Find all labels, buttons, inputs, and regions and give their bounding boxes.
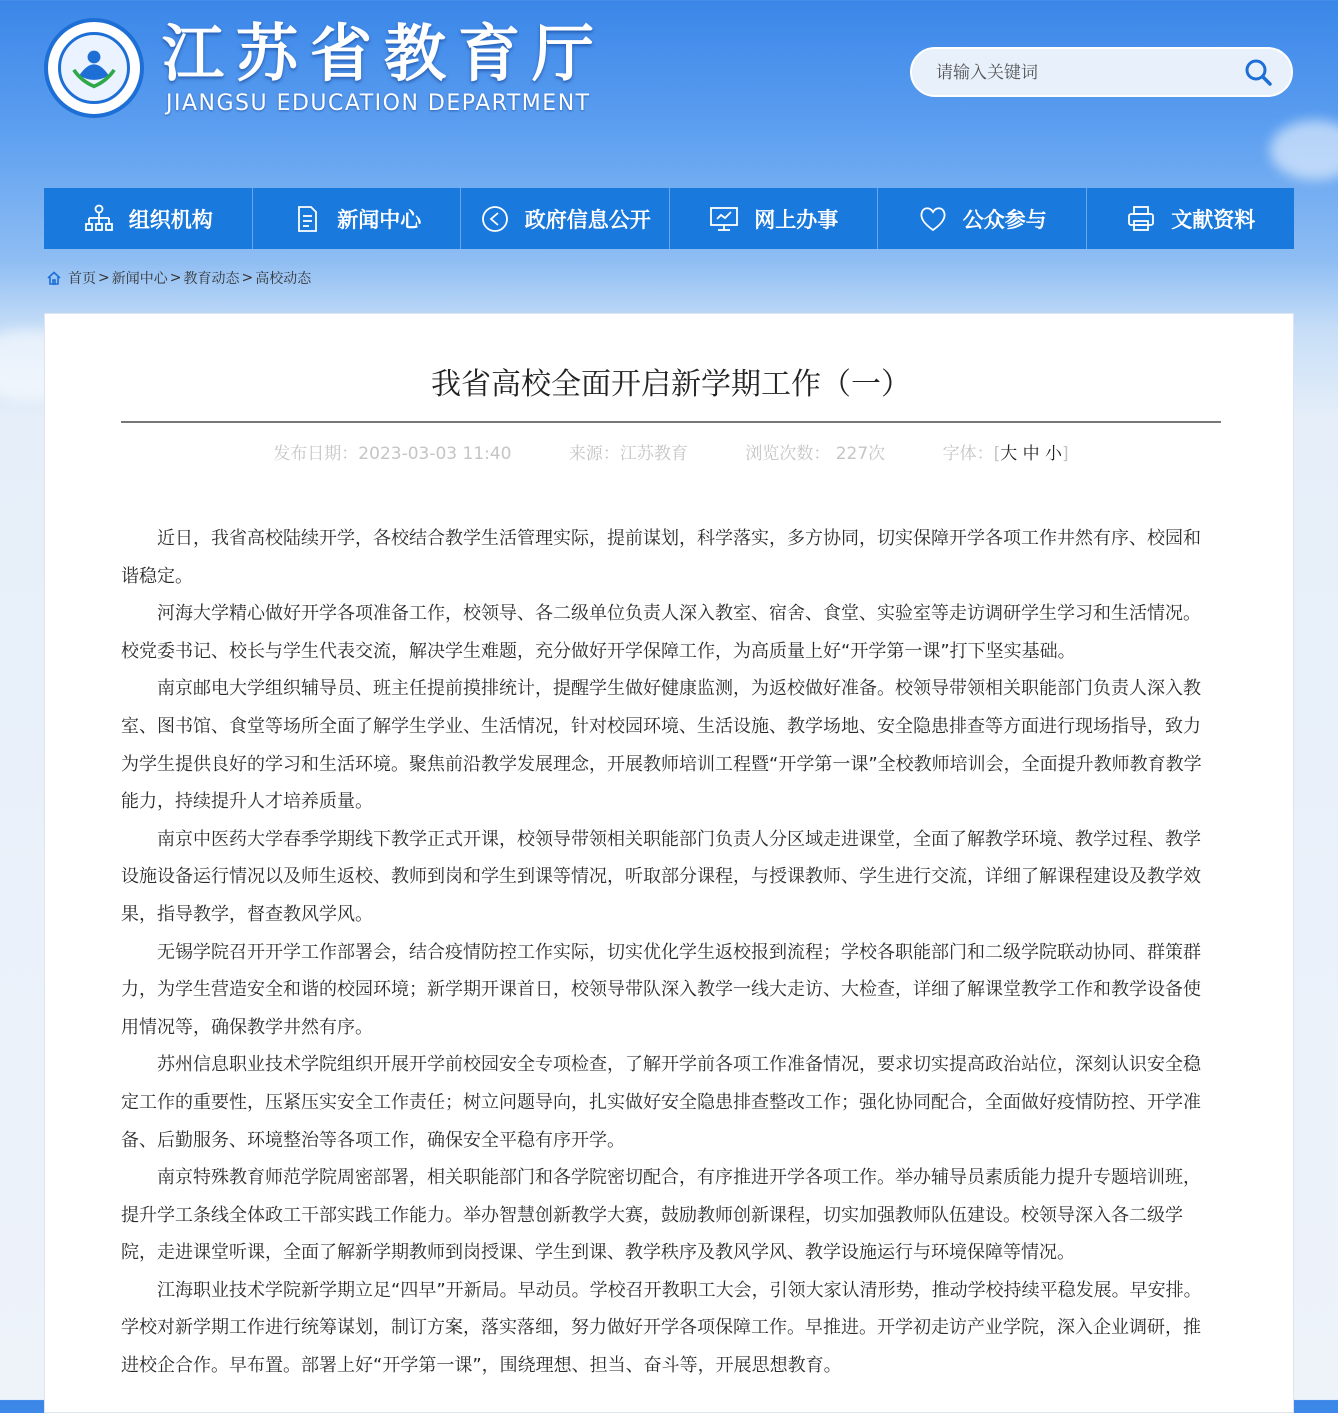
article-paragraph: 近日，我省高校陆续开学，各校结合教学生活管理实际，提前谋划，科学落实，多方协同，切实保障开学各项工作井然有序、校园和谐稳定。 <box>121 528 1201 587</box>
font-size-large[interactable]: 大 <box>1000 444 1018 464</box>
breadcrumb-education-news[interactable]: 教育动态 <box>183 271 240 287</box>
nav-item-organization[interactable] <box>44 188 252 249</box>
article-paragraph: 无锡学院召开开学工作部署会，结合疫情防控工作实际，切实优化学生返校报到流程；学校各职能部门和二级学院联动协同、群策群力，为学生营造安全和谐的校园环境；新学期开课首日，校领导带队深入教学一线大走访、大检查，详细了解课堂教学工作和教学设备使用情况等，确保教学井然有序。 <box>121 941 1201 1038</box>
font-size-small[interactable]: 小 <box>1045 444 1063 464</box>
nav-label: 新闻中心 <box>337 207 422 232</box>
nav-item-online-services[interactable] <box>669 188 878 249</box>
search-icon[interactable] <box>1243 57 1273 87</box>
play-circle-icon <box>479 203 511 235</box>
view-count: 浏览次数： 227次 <box>745 444 886 464</box>
title-divider <box>121 421 1221 423</box>
logo-emblem <box>58 32 130 104</box>
breadcrumb-separator: > <box>169 270 182 286</box>
site-title: 江苏省教育厅 <box>162 17 607 90</box>
nav-item-news[interactable] <box>252 188 461 249</box>
publish-date: 发布日期：2023-03-03 11:40 <box>273 444 512 464</box>
breadcrumb <box>46 268 311 288</box>
article-paragraph: 江海职业技术学院新学期立足“四早”开新局。早动员。学校召开教职工大会，引领大家认清形势，推动学校持续平稳发展。早安排。学校对新学期工作进行统筹谋划，制订方案，落实落细，努力做好开学各项保障工作。早推进。开学初走访产业学院，深入企业调研，推进校企合作。早布置。部署上好“开学第一课”，围绕理想、担当、奋斗等，开展思想教育。 <box>121 1279 1202 1377</box>
article-paragraph: 南京邮电大学组织辅导员、班主任提前摸排统计，提醒学生做好健康监测，为返校做好准备。校领导带领相关职能部门负责人深入教室、图书馆、食堂等场所全面了解学生学业、生活情况，针对校园环境、生活设施、教学场地、安全隐患排查等方面进行现场指导，致力为学生提供良好的学习和生活环境。聚焦前沿教学发展理念，开展教师培训工程暨“开学第一课”全校教师培训会，全面提升教师教育教学能力，持续提升人才培养质量。 <box>121 678 1202 813</box>
cloud-decoration <box>1270 120 1338 180</box>
nav-label: 文献资料 <box>1171 207 1256 232</box>
breadcrumb-home[interactable]: 首页 <box>68 271 96 287</box>
article-paragraph: 河海大学精心做好开学各项准备工作，校领导、各二级单位负责人深入教室、宿舍、食堂、实验室等走访调研学生学习和生活情况。校党委书记、校长与学生代表交流，解决学生难题，充分做好开学保障工作，为高质量上好“开学第一课”打下坚实基础。 <box>121 603 1201 662</box>
font-size-control <box>943 444 1069 464</box>
org-chart-icon <box>83 203 115 235</box>
article-paragraph: 南京中医药大学春季学期线下教学正式开课，校领导带领相关职能部门负责人分区域走进课堂，全面了解教学环境、教学过程、教学设施设备运行情况以及师生返校、教师到岗和学生到课等情况，听取部分课程，与授课教师、学生进行交流，详细了解课程建设及教学效果，指导教学，督查教风学风。 <box>121 828 1201 925</box>
nav-label: 公众参与 <box>962 207 1047 232</box>
article-paragraph: 南京特殊教育师范学院周密部署，相关职能部门和各学院密切配合，有序推进开学各项工作。举办辅导员素质能力提升专题培训班，提升学工条线全体政工干部实践工作能力。举办智慧创新教学大赛，鼓励教师创新课程，切实加强教师队伍建设。校领导深入各二级学院，走进课堂听课，全面了解新学期教师到岗授课、学生到课、教学秩序及教风学风、教学设施运行与环境保障等情况。 <box>121 1167 1201 1264</box>
nav-item-gov-info[interactable] <box>460 188 669 249</box>
main-nav <box>44 188 1294 249</box>
site-subtitle: JIANGSU EDUCATION DEPARTMENT <box>166 91 591 116</box>
article-body <box>121 520 1211 1385</box>
printer-icon <box>1125 203 1157 235</box>
font-size-label: 字体：[ <box>942 444 1001 464</box>
nav-label: 组织机构 <box>128 207 213 232</box>
department-logo[interactable] <box>44 18 144 118</box>
breadcrumb-university-news[interactable]: 高校动态 <box>255 271 312 287</box>
nav-label: 政府信息公开 <box>524 207 651 232</box>
heart-icon <box>917 203 949 235</box>
font-size-medium[interactable]: 中 <box>1022 444 1040 464</box>
article-panel <box>44 313 1294 1413</box>
monitor-icon <box>708 203 740 235</box>
breadcrumb-separator: > <box>241 270 254 286</box>
article-paragraph: 苏州信息职业技术学院组织开展开学前校园安全专项检查，了解开学前各项工作准备情况，要求切实提高政治站位，深刻认识安全稳定工作的重要性，压紧压实安全工作责任；树立问题导向，扎实做好安全隐患排查整改工作；强化协同配合，全面做好疫情防控、开学准备、后勤服务、环境整治等各项工作，确保安全平稳有序开学。 <box>121 1054 1201 1151</box>
search-input[interactable] <box>934 60 1228 86</box>
breadcrumb-separator: > <box>98 270 110 286</box>
breadcrumb-news-center[interactable]: 新闻中心 <box>111 271 168 287</box>
article-source: 来源：江苏教育 <box>568 444 688 464</box>
nav-item-literature[interactable] <box>1086 188 1295 249</box>
document-icon <box>291 203 323 235</box>
home-icon <box>46 270 62 286</box>
nav-item-public-participation[interactable] <box>877 188 1086 249</box>
article-title: 我省高校全面开启新学期工作（一） <box>431 367 911 402</box>
font-size-close: ] <box>1062 444 1069 464</box>
article-meta <box>121 441 1221 467</box>
search-box[interactable] <box>910 47 1293 97</box>
nav-label: 网上办事 <box>754 207 839 232</box>
